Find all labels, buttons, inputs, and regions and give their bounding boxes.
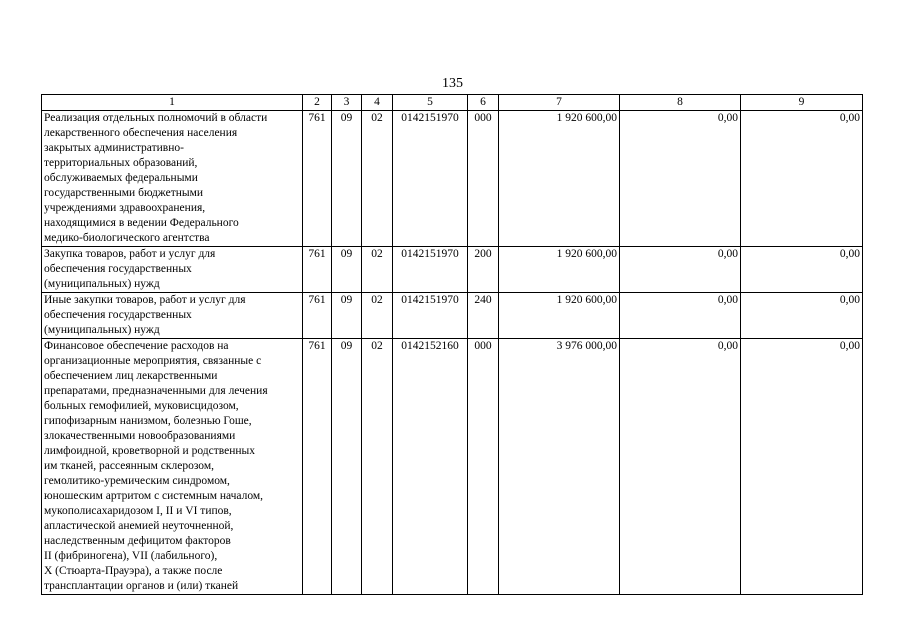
expense-name-line: гемолитико-уремическим синдромом, bbox=[44, 475, 230, 487]
expense-name-line: обеспечения государственных bbox=[44, 309, 192, 321]
header-col-4: 4 bbox=[362, 95, 393, 111]
amount-col-9: 0,00 bbox=[741, 293, 863, 339]
expense-name-line: лекарственного обеспечения населения bbox=[44, 127, 238, 139]
expense-name-line: (муниципальных) нужд bbox=[44, 324, 160, 336]
expense-name-line: II (фибриногена), VII (лабильного), bbox=[44, 550, 218, 562]
expense-name-line: юношеским артритом с системным началом, bbox=[44, 490, 264, 502]
expense-name bbox=[42, 293, 303, 339]
expense-name-line: (муниципальных) нужд bbox=[44, 278, 160, 290]
expense-name-line: медико-биологического агентства bbox=[44, 232, 210, 244]
section-code: 09 bbox=[332, 111, 362, 247]
budget-table bbox=[41, 94, 863, 595]
table-row bbox=[42, 339, 863, 595]
expense-name-line: мукополисахаридозом I, II и VI типов, bbox=[44, 505, 232, 517]
expense-name-line: обеспечения государственных bbox=[44, 263, 192, 275]
amount-col-8: 0,00 bbox=[620, 339, 741, 595]
expense-name-line: препаратами, предназначенными для лечения bbox=[44, 385, 268, 397]
amount-col-7: 1 920 600,00 bbox=[499, 293, 620, 339]
amount-col-7: 1 920 600,00 bbox=[499, 111, 620, 247]
expense-name-line: злокачественными новообразованиями bbox=[44, 430, 236, 442]
amount-col-8: 0,00 bbox=[620, 111, 741, 247]
expense-name-line: Реализация отдельных полномочий в области bbox=[44, 112, 268, 124]
grbs-code: 761 bbox=[303, 111, 332, 247]
target-article-code: 0142151970 bbox=[393, 111, 468, 247]
subsection-code: 02 bbox=[362, 247, 393, 293]
expense-name-line: обеспечением лиц лекарственными bbox=[44, 370, 218, 382]
expense-name-line: организационные мероприятия, связанные с bbox=[44, 355, 262, 367]
target-article-code: 0142151970 bbox=[393, 247, 468, 293]
amount-col-7: 3 976 000,00 bbox=[499, 339, 620, 595]
header-col-2: 2 bbox=[303, 95, 332, 111]
expense-name bbox=[42, 247, 303, 293]
expense-type-code: 000 bbox=[468, 339, 499, 595]
section-code: 09 bbox=[332, 247, 362, 293]
header-col-1: 1 bbox=[42, 95, 303, 111]
header-col-7: 7 bbox=[499, 95, 620, 111]
subsection-code: 02 bbox=[362, 339, 393, 595]
table-row bbox=[42, 293, 863, 339]
header-col-3: 3 bbox=[332, 95, 362, 111]
expense-name-line: Финансовое обеспечение расходов на bbox=[44, 340, 229, 352]
target-article-code: 0142152160 bbox=[393, 339, 468, 595]
section-code: 09 bbox=[332, 293, 362, 339]
expense-name-line: гипофизарным нанизмом, болезнью Гоше, bbox=[44, 415, 252, 427]
subsection-code: 02 bbox=[362, 293, 393, 339]
expense-type-code: 000 bbox=[468, 111, 499, 247]
header-col-6: 6 bbox=[468, 95, 499, 111]
header-col-5: 5 bbox=[393, 95, 468, 111]
expense-type-code: 200 bbox=[468, 247, 499, 293]
amount-col-9: 0,00 bbox=[741, 247, 863, 293]
expense-name-line: территориальных образований, bbox=[44, 157, 198, 169]
expense-name-line: Иные закупки товаров, работ и услуг для bbox=[44, 294, 246, 306]
grbs-code: 761 bbox=[303, 247, 332, 293]
expense-name-line: учреждениями здравоохранения, bbox=[44, 202, 206, 214]
expense-name-line: закрытых административно- bbox=[44, 142, 184, 154]
header-col-9: 9 bbox=[741, 95, 863, 111]
expense-name-line: обслуживаемых федеральными bbox=[44, 172, 198, 184]
expense-name-line: наследственным дефицитом факторов bbox=[44, 535, 231, 547]
expense-name-line: им тканей, рассеянным склерозом, bbox=[44, 460, 214, 472]
page-number: 135 bbox=[442, 76, 463, 91]
target-article-code: 0142151970 bbox=[393, 293, 468, 339]
amount-col-7: 1 920 600,00 bbox=[499, 247, 620, 293]
grbs-code: 761 bbox=[303, 293, 332, 339]
expense-name-line: трансплантации органов и (или) тканей bbox=[44, 580, 239, 592]
subsection-code: 02 bbox=[362, 111, 393, 247]
table-row bbox=[42, 111, 863, 247]
amount-col-8: 0,00 bbox=[620, 247, 741, 293]
expense-name bbox=[42, 111, 303, 247]
amount-col-8: 0,00 bbox=[620, 293, 741, 339]
expense-name bbox=[42, 339, 303, 595]
amount-col-9: 0,00 bbox=[741, 111, 863, 247]
expense-type-code: 240 bbox=[468, 293, 499, 339]
expense-name-line: Закупка товаров, работ и услуг для bbox=[44, 248, 216, 260]
grbs-code: 761 bbox=[303, 339, 332, 595]
expense-name-line: находящимися в ведении Федерального bbox=[44, 217, 239, 229]
expense-name-line: X (Стюарта-Прауэра), а также после bbox=[44, 565, 223, 577]
expense-name-line: больных гемофилией, муковисцидозом, bbox=[44, 400, 239, 412]
header-row bbox=[42, 95, 863, 111]
amount-col-9: 0,00 bbox=[741, 339, 863, 595]
table-row bbox=[42, 247, 863, 293]
expense-name-line: апластической анемией неуточненной, bbox=[44, 520, 234, 532]
expense-name-line: лимфоидной, кроветворной и родственных bbox=[44, 445, 255, 457]
section-code: 09 bbox=[332, 339, 362, 595]
expense-name-line: государственными бюджетными bbox=[44, 187, 204, 199]
header-col-8: 8 bbox=[620, 95, 741, 111]
